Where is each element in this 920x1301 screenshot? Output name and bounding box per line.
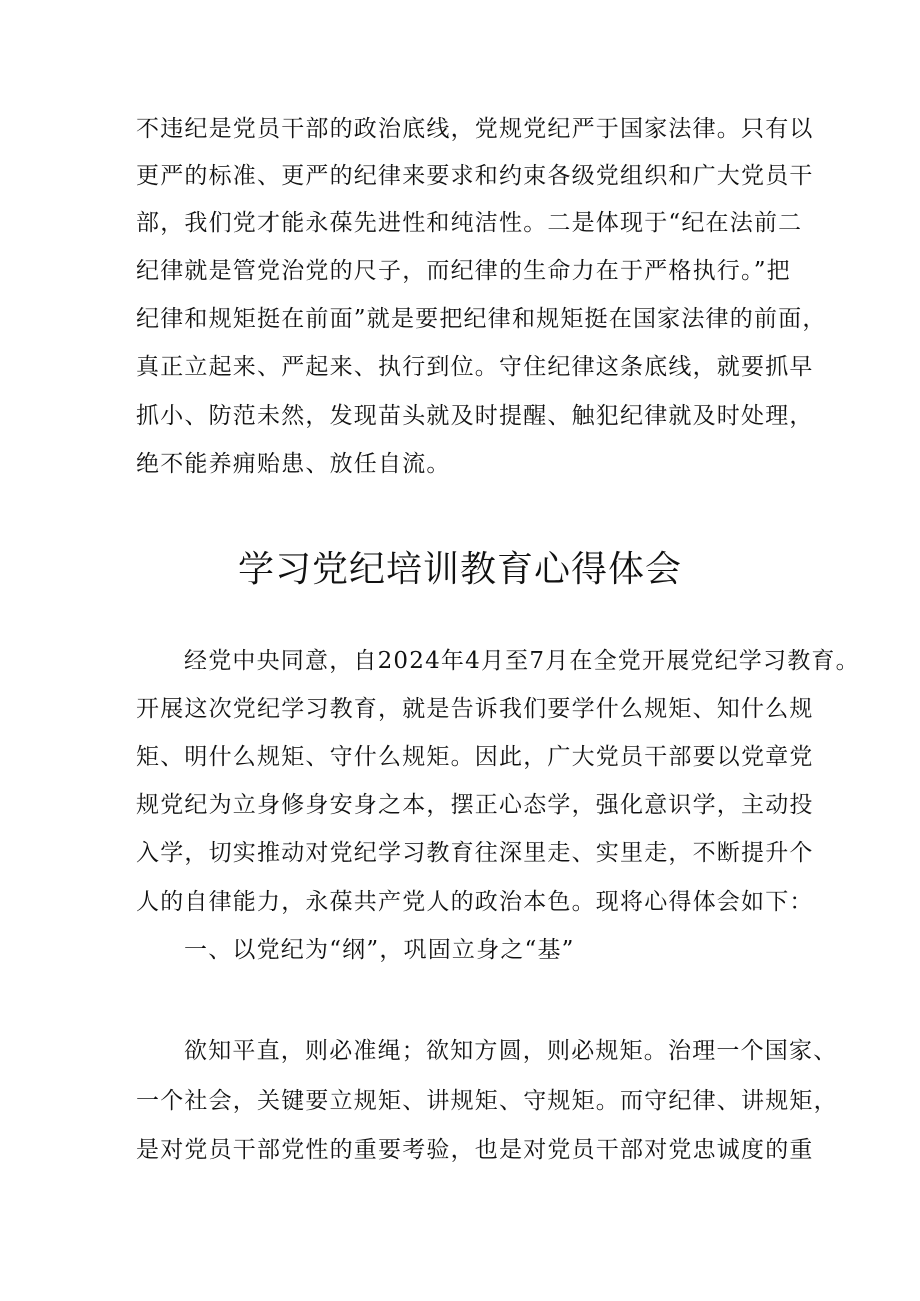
paragraph-line: 真正立起来、严起来、执行到位。守住纪律这条底线，就要抓早 [136,354,814,380]
paragraph-line: 部，我们党才能永葆先进性和纯洁性。二是体现于“纪在法前二 [136,210,803,236]
document-title: 学习党纪培训教育心得体会 [237,549,682,590]
paragraph-line: 入学，切实推动对党纪学习教育往深里走、实里走，不断提升个 [136,840,814,866]
paragraph-line: 抓小、防范未然，发现苗头就及时提醒、触犯纪律就及时处理， [136,403,814,429]
paragraph-line: 不违纪是党员干部的政治底线，党规党纪严于国家法律。只有以 [136,116,814,142]
paragraph-line: 纪律就是管党治党的尺子，而纪律的生命力在于严格执行。”把 [136,258,791,284]
paragraph-line: 一个社会，关键要立规矩、讲规矩、守规矩。而守纪律、讲规矩， [136,1088,838,1114]
paragraph-line: 更严的标准、更严的纪律来要求和约束各级党组织和广大党员干 [136,163,814,189]
paragraph-line: 欲知平直，则必准绳；欲知方圆，则必规矩。治理一个国家、 [184,1038,838,1064]
paragraph-line: 绝不能养痈贻患、放任自流。 [136,451,451,477]
paragraph-line: 规党纪为立身修身安身之本，摆正心态学，强化意识学，主动投 [136,792,814,818]
paragraph-line: 矩、明什么规矩、守什么规矩。因此，广大党员干部要以党章党 [136,744,814,770]
paragraph-line: 纪律和规矩挺在前面”就是要把纪律和规矩挺在国家法律的前面， [136,306,827,332]
paragraph-line: 人的自律能力，永葆共产党人的政治本色。现将心得体会如下： [136,889,814,915]
paragraph-line: 开展这次党纪学习教育，就是告诉我们要学什么规矩、知什么规 [136,696,814,722]
paragraph-line: 是对党员干部党性的重要考验，也是对党员干部对党忠诚度的重 [136,1137,814,1163]
section-heading: 一、以党纪为“纲”，巩固立身之“基” [184,937,575,963]
paragraph-line: 经党中央同意，自2024年4月至7月在全党开展党纪学习教育。 [184,648,860,674]
